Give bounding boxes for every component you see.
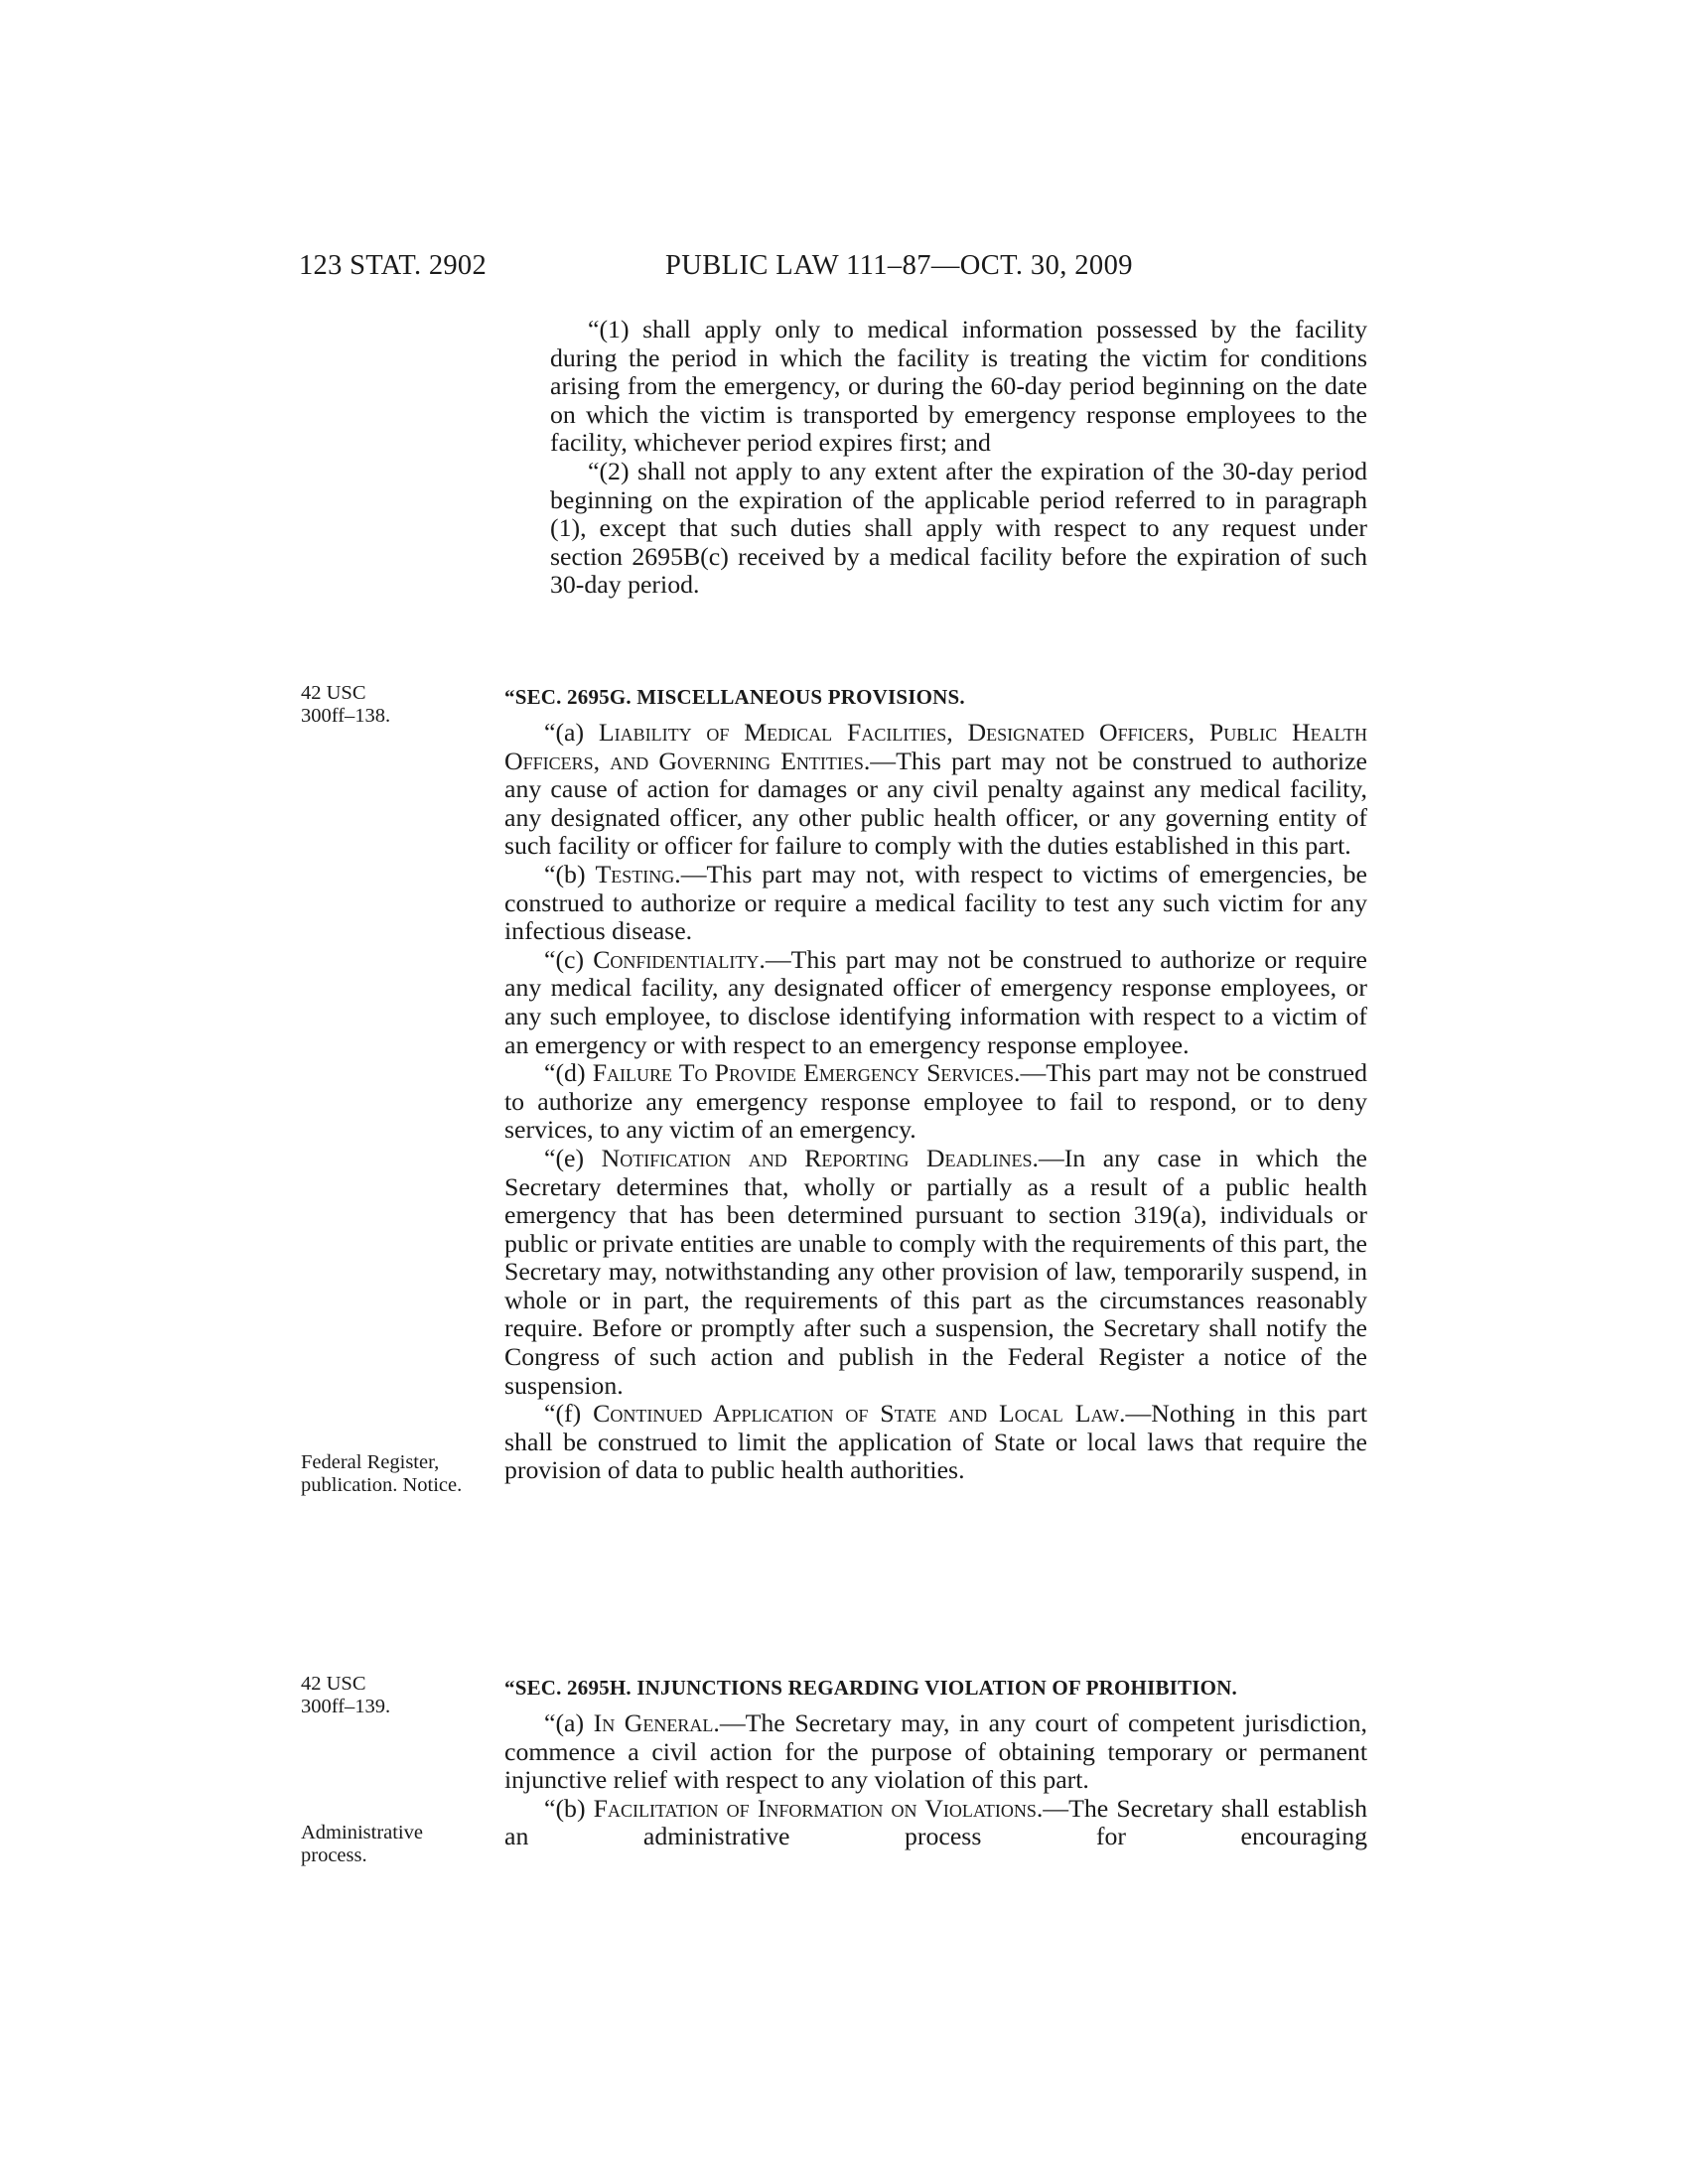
subsection-caption: Liability of Medical Facilities, Designated Officers, Public Health Officers, and Governing Entities. bbox=[504, 718, 1368, 775]
subsection-text: —Nothing in this part shall be construed to limit the application of State or local laws that require the provision of data to public health authorities. bbox=[504, 1399, 1367, 1485]
section-2695g-body bbox=[504, 719, 1367, 1485]
margin-note-federal-register: Federal Register, publication. Notice. bbox=[301, 1451, 463, 1496]
public-law-title: PUBLIC LAW 111–87—OCT. 30, 2009 bbox=[665, 250, 1133, 281]
subsection-lead: “(b) bbox=[544, 1793, 594, 1823]
subsection-text: —The Secretary may, in any court of competent jurisdiction, commence a civil action for the purpose of obtaining temporary or permanent injunctive relief with respect to any violation of this part. bbox=[504, 1708, 1367, 1795]
margin-note-usc-138: 42 USC 300ff–138. bbox=[301, 682, 391, 727]
subsection-d bbox=[504, 1059, 1367, 1145]
subsection-lead: “(c) bbox=[544, 944, 594, 974]
subsection-b bbox=[504, 861, 1367, 946]
section-2695g-heading: “SEC. 2695G. MISCELLANEOUS PROVISIONS. bbox=[504, 685, 965, 709]
subsection-a bbox=[504, 1709, 1367, 1795]
subsection-caption: Testing. bbox=[595, 859, 681, 888]
subsection-text: —In any case in which the Secretary determines that, wholly or partially as a result of a public health emergency that has been determined pursuant to section 319(a), individuals or public or private entities are unable to comply with the requirements of this part, the Secretary may, notwithstanding any other provision of law, temporarily suspend, in whole or in part, the requirements of this part as the circumstances reasonably require. Before or promptly after such a suspension, the Secretary shall notify the Congress of such action and publish in the Federal Register a notice of the suspension. bbox=[504, 1143, 1368, 1400]
running-head bbox=[0, 250, 1688, 290]
subsection-lead: “(e) bbox=[544, 1143, 602, 1172]
subsection-e bbox=[504, 1145, 1367, 1400]
stat-page-reference: 123 STAT. 2902 bbox=[299, 250, 488, 281]
subsection-text: —This part may not be construed to authorize any cause of action for damages or any civil penalty against any medical facility, any designated officer, any other public health officer, or any governing entity of such facility or officer for failure to comply with the duties established in this part. bbox=[504, 746, 1367, 861]
subsection-c bbox=[504, 946, 1367, 1059]
continued-paragraphs bbox=[550, 316, 1367, 600]
subsection-caption: Continued Application of State and Local Law. bbox=[593, 1399, 1126, 1429]
subsection-caption: Confidentiality. bbox=[593, 944, 766, 974]
subsection-lead: “(d) bbox=[544, 1058, 593, 1088]
section-2695h-body bbox=[504, 1709, 1367, 1851]
subsection-lead: “(a) bbox=[544, 718, 599, 747]
subsection-text: —This part may not be construed to authorize any emergency response employee to fail to respond, or to deny services, to any victim of an emergency. bbox=[504, 1058, 1368, 1145]
margin-note-usc-139: 42 USC 300ff–139. bbox=[301, 1673, 391, 1717]
margin-note-administrative-process: Administrative process. bbox=[301, 1822, 423, 1866]
paragraph-1: “(1) shall apply only to medical information possessed by the facility during the period in which the facility is treating the victim for conditions arising from the emergency, or during the 60-day period beginning on the date on which the victim is transported by emergency response employees to the facility, whichever period expires first; and bbox=[550, 315, 1367, 458]
subsection-f bbox=[504, 1400, 1367, 1485]
subsection-caption: Failure To Provide Emergency Services. bbox=[592, 1058, 1021, 1088]
subsection-text: —The Secretary shall establish an administrative process for encouraging bbox=[504, 1793, 1367, 1851]
subsection-text: —This part may not, with respect to victims of emergencies, be construed to authorize or require a medical facility to test any such victim for any infectious disease. bbox=[504, 859, 1367, 946]
subsection-lead: “(f) bbox=[544, 1399, 594, 1429]
subsection-caption: In General. bbox=[593, 1708, 720, 1737]
section-2695h-heading: “SEC. 2695H. INJUNCTIONS REGARDING VIOLATION OF PROHIBITION. bbox=[504, 1676, 1237, 1700]
subsection-lead: “(b) bbox=[544, 859, 596, 888]
subsection-caption: Facilitation of Information on Violations. bbox=[593, 1793, 1044, 1823]
subsection-b bbox=[504, 1795, 1367, 1851]
subsection-a bbox=[504, 719, 1367, 861]
subsection-text: —This part may not be construed to authorize or require any medical facility, any designated officer of emergency response employees, or any such employee, to disclose identifying information with respect to a victim of an emergency or with respect to an emergency response employee. bbox=[504, 944, 1368, 1059]
subsection-lead: “(a) bbox=[544, 1708, 594, 1737]
subsection-caption: Notification and Reporting Deadlines. bbox=[601, 1143, 1039, 1172]
paragraph-2: “(2) shall not apply to any extent after the expiration of the 30-day period beginning on the expiration of the applicable period referred to in paragraph (1), except that such duties shall apply with respect to any request under section 2695B(c) received by a medical facility before the expiration of such 30-day period. bbox=[550, 456, 1367, 600]
